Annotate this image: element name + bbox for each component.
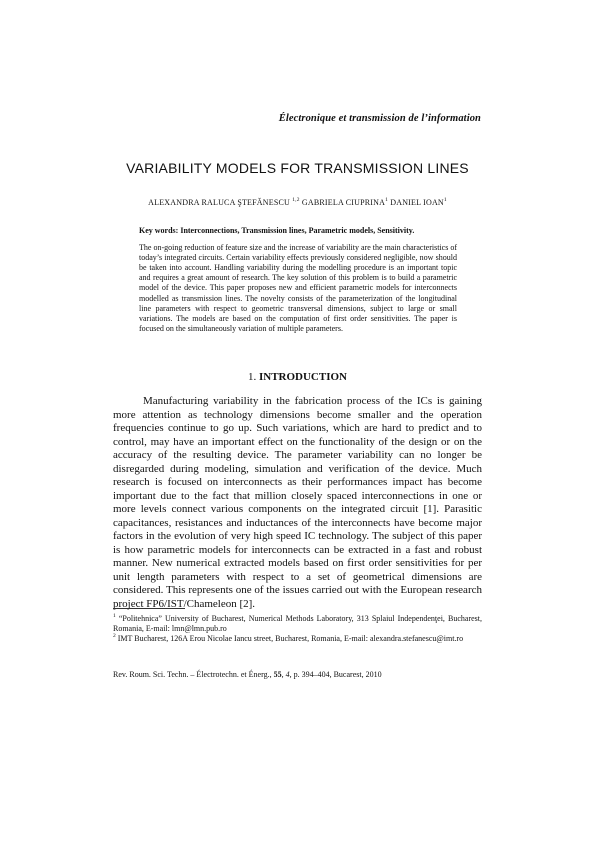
- section-title: INTRODUCTION: [258, 371, 347, 383]
- abstract-text: The on-going reduction of feature size and the increase of variability are the main characteristics of today’s integrated circuits. Certain variability effects previously considered negligible, now should be taken into account. Handling variability during the modelling procedure is an important topic and requires a great amount of research. The key solution of this problem is to build a parametric model of the device. This paper proposes new and efficient parametric models for interconnects modelled as transmission lines. The novelty consists of the parameterization of the longitudinal line parameters with respect to geometric transversal dimensions, subject to large or small variations. The models are based on the computation of first order sensitivities. The paper is focused on the simultaneously variation of multiple parameters.: [139, 243, 457, 333]
- author-affiliation-mark: 1,2: [292, 197, 300, 203]
- footnote-mark: 1: [113, 613, 116, 619]
- footnote-divider: [113, 608, 185, 609]
- author-name: GABRIELA CIUPRINA: [301, 198, 386, 207]
- running-head: Électronique et transmission de l’information: [278, 113, 481, 124]
- citation-suffix: p. 394–404, Bucarest, 2010: [293, 670, 382, 679]
- footnote-mark: 2: [113, 633, 116, 639]
- footnote-text: IMT Bucharest, 126A Erou Nicolae Iancu street, Bucharest, Romania, E-mail: alexandra.stefanescu@imt.ro: [117, 634, 464, 643]
- footnotes: [113, 614, 482, 644]
- citation-volume: 55: [273, 670, 282, 679]
- footnote-text: “Politehnica” University of Bucharest, Numerical Methods Laboratory, 313 Splaiul Independenţei, Bucharest, Romania, E-mail: lmn@lmn.pub.ro: [113, 614, 482, 633]
- journal-citation: Rev. Roum. Sci. Techn. – Électrotechn. et Énerg., 55, 4, p. 394–404, Bucarest, 2010: [113, 670, 382, 679]
- abstract-block: [139, 226, 457, 334]
- author-line: [0, 198, 595, 207]
- keywords: Key words: Interconnections, Transmission lines, Parametric models, Sensitivity.: [139, 226, 415, 235]
- author-affiliation-mark: 1: [385, 197, 389, 203]
- author-affiliation-mark: 1: [443, 197, 447, 203]
- author-name: ALEXANDRA RALUCA ŞTEFĂNESCU: [148, 198, 290, 207]
- citation-prefix: Rev. Roum. Sci. Techn. – Électrotechn. et Énerg.,: [113, 670, 272, 679]
- paper-title: VARIABILITY MODELS FOR TRANSMISSION LINES: [126, 160, 469, 176]
- section-number: 1.: [247, 371, 257, 383]
- author-name: DANIEL IOAN: [390, 198, 444, 207]
- footnote-item: [113, 614, 482, 634]
- body-paragraph: Manufacturing variability in the fabrication process of the ICs is gaining more attention as technology dimensions become smaller and the operation frequencies continue to go up. Such variations, which are hard to predict and to control, may have an important effect on the functionality of the design or on the accuracy of the resulting device. The parameter variability can no longer be disregarded during modeling, simulation and verification of the device. Much research is focused on interconnects as their performances impact has become important due to the fact that million closely spaced interconnections in one or more levels connect various components on the integrated circuit [1]. Parasitic capacitances, resistances and inductances of the interconnects have become major factors in the evolution of very high speed IC technology. The subject of this paper is how parametric models for interconnects can be extracted in a fast and robust manner. New numerical extracted models based on first order sensitivities for per unit length parameters with respect to a set of geometrical dimensions are considered. This represents one of the issues carried out with the European research project FP6/IST/Chameleon [2].: [113, 395, 482, 610]
- section-heading: [0, 371, 595, 383]
- footnote-item: [113, 634, 482, 644]
- citation-issue: 4: [285, 670, 290, 679]
